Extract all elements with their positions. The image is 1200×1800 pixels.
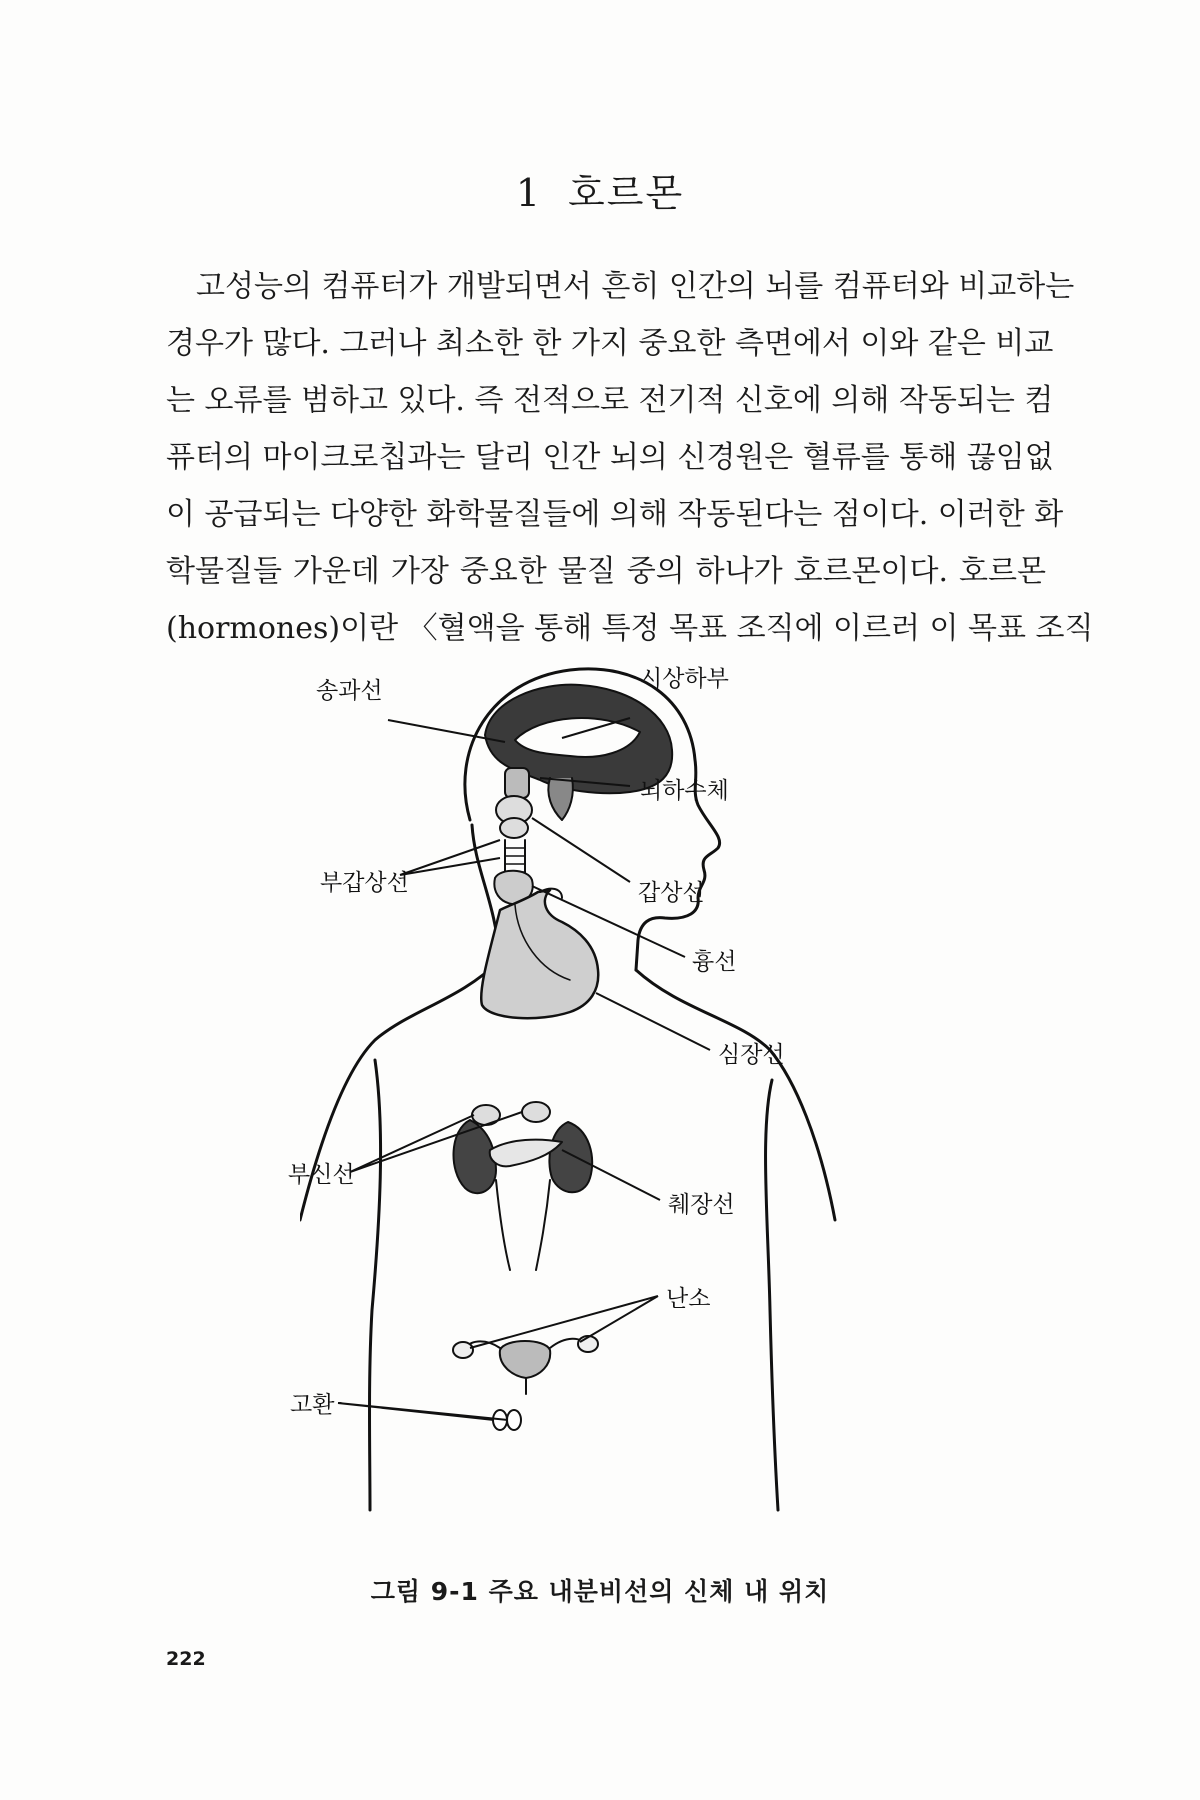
section-title [0, 162, 1200, 217]
label-adrenal: 부신선 [288, 1162, 355, 1188]
windpipe [505, 840, 525, 875]
torso-right [636, 970, 835, 1220]
label-pituitary: 뇌하수체 [640, 778, 729, 804]
label-ovary: 난소 [666, 1286, 711, 1312]
label-pancreas: 췌장선 [668, 1192, 735, 1218]
endocrine-figure [288, 660, 900, 1560]
brainstem [548, 778, 573, 820]
paragraph-line: 학물질들 가운데 가장 중요한 물질 중의 하나가 호르몬이다. 호르몬 [166, 554, 1046, 589]
side-right [766, 1080, 778, 1510]
page-number: 222 [166, 1648, 206, 1670]
label-testis: 고환 [290, 1392, 335, 1418]
leader-heart [596, 993, 710, 1050]
leader-parathyroid [400, 840, 500, 875]
label-parathyroid: 부갑상선 [320, 870, 409, 896]
label-heart: 심장선 [718, 1042, 785, 1068]
uterus [500, 1341, 550, 1378]
section-number: 1 [515, 171, 543, 215]
label-thyroid: 갑상선 [638, 880, 705, 906]
right-adrenal [522, 1102, 550, 1122]
paragraph-line: 경우가 많다. 그러나 최소한 한 가지 중요한 측면에서 이와 같은 비교 [166, 326, 1054, 361]
label-hypothalamus: 시상하부 [640, 666, 729, 692]
label-thymus: 흉선 [692, 949, 737, 975]
paragraph-line: 고성능의 컴퓨터가 개발되면서 흔히 인간의 뇌를 컴퓨터와 비교하는 [196, 269, 1075, 304]
testis-right [507, 1410, 521, 1430]
leader-testis [338, 1403, 508, 1420]
paragraph-line: 퓨터의 마이크로칩과는 달리 인간 뇌의 신경원은 혈류를 통해 끊임없 [166, 440, 1054, 475]
right-kidney [549, 1122, 592, 1192]
figure-caption: 그림 9-1 주요 내분비선의 신체 내 위치 [370, 1577, 830, 1606]
paragraph-line: (hormones)이란 〈혈액을 통해 특정 목표 조직에 이르러 이 목표 조직 [166, 611, 1094, 646]
left-ovary [453, 1342, 473, 1358]
body-paragraph [166, 258, 1094, 657]
label-pineal: 송과선 [316, 678, 383, 704]
paragraph-line: 는 오류를 범하고 있다. 즉 전적으로 전기적 신호에 의해 작동되는 컴 [166, 383, 1054, 418]
larynx [505, 768, 529, 798]
side-left [370, 1060, 381, 1510]
body-outline-illustration [300, 660, 900, 1560]
ureters [496, 1180, 550, 1270]
paragraph-line: 이 공급되는 다양한 화학물질들에 의해 작동된다는 점이다. 이러한 화 [166, 497, 1064, 532]
section-title-text: 호르몬 [568, 171, 685, 215]
leader-thyroid [532, 818, 630, 882]
